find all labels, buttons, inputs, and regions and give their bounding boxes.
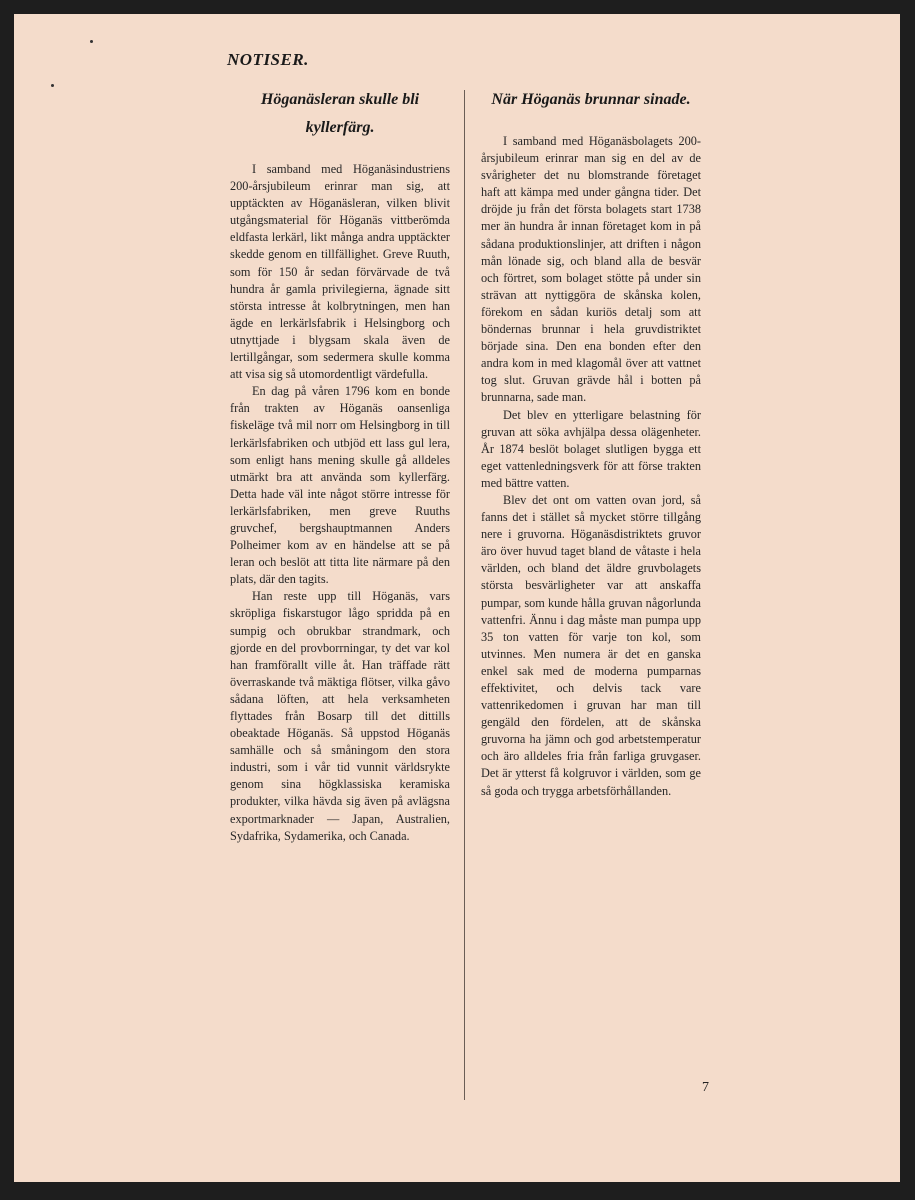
page bbox=[14, 14, 900, 1182]
right-article-title: När Höganäs brunnar sinade. bbox=[491, 91, 691, 108]
right-article-paragraph: Blev det ont om vatten ovan jord, så fanns det i stället så mycket större tillgång nere i gruvorna. Höganäsdistriktets gruvor äro över huvud taget bland de våtaste i hela världen, och bland det äldre gruvbolagets största besvärligheter var att anskaffa pumpar, som kunde hålla gruvan någorlunda vattenfri. Ännu i dag måste man pumpa upp 35 ton vatten för varje ton kol, som utvinnes. Men numera är det en ganska enkel sak med de moderna pumparnas effektivitet, och delvis tack vare vattenrikedomen i gruvan har man till gengäld den fördelen, att de skånska gruvorna ha jämn och god arbetstemperatur och äro alldeles fria från farliga gruvgaser. Det är ytterst få kolgruvor i världen, som ge så goda och trygga arbetsförhållanden. bbox=[481, 492, 701, 798]
right-article bbox=[481, 86, 701, 800]
right-article-paragraph: I samband med Höganäsbolagets 200-årsjubileum erinrar man sig en del av de svårigheter det nu blomstrande företaget haft att kämpa med under gångna tider. Det dröjde ju från det första bolagets start 1738 mer än hundra år innan företaget kom in på sådana produktionslinjer, att driften i någon mån lönade sig, och bland alla de besvär och förtret, som bolaget stötte på under sin strävan att nyttiggöra de skånska kolen, förekom en sådan kuriös detalj som att böndernas brunnar i hela gruvdistriktet började sina. Den ena bonden efter den andra kom in med klagomål över att vattnet tog slut. Gruvan grävde hål i botten på brunnarna, sade man. bbox=[481, 134, 701, 405]
left-article-title: Höganäsleran skulle bli kyllerfärg. bbox=[260, 91, 420, 136]
left-article bbox=[230, 86, 450, 845]
page-number: 7 bbox=[702, 1080, 709, 1095]
section-title: NOTISER. bbox=[227, 50, 309, 69]
right-article-paragraph: Det blev en ytterligare belastning för gruvan att söka avhjälpa dessa olägenheter. År 1874 beslöt bolaget slutligen bygga ett eget vattenledningsverk för att förse trakten med bättre vatten. bbox=[481, 407, 701, 490]
speck-mark bbox=[90, 40, 93, 43]
left-article-paragraph: Han reste upp till Höganäs, vars skröpliga fiskarstugor lågo spridda på en sumpig och obrukbar strandmark, och gjorde en del provborrningar, ty det var kol han framförallt ville åt. Han träffade rätt överraskande två mäktiga flötser, vilka gåvo sådana löften, att hela verksamheten flyttades från Bosarp till det dittills obeaktade Höganäs. Så uppstod Höganäs samhälle och så småningom den stora industri, som i vår tid vunnit världsrykte genom sina högklassiska keramiska produkter, vilka hävda sig även på avlägsna exportmarknader — Japan, Australien, Sydafrika, Sydamerika, och Canada. bbox=[230, 589, 450, 843]
left-article-paragraph: I samband med Höganäsindustriens 200-årsjubileum erinrar man sig, att upptäckten av Höganäsleran, vilken blivit utgångsmaterial för Höganäs vittberömda eldfasta lerkärl, likt många andra upptäckter skedde genom en tillfällighet. Greve Ruuth, som för 150 år sedan förvärvade de två hundra år gamla privilegierna, ägnade sitt största intresse åt kolbrytningen, men han ägde en lerkärlsfabrik i Helsingborg och utnyttjade i blygsam skala även de lertillgångar, som sedermera skulle komma att visa sig så utomordentligt värdefulla. bbox=[230, 162, 450, 382]
column-divider bbox=[464, 90, 465, 1100]
speck-mark bbox=[51, 84, 54, 87]
left-article-paragraph: En dag på våren 1796 kom en bonde från trakten av Höganäs oansenliga fiskeläge två mil norr om Helsingborg in till lerkärlsfabriken och utbjöd ett lass gul lera, som enligt hans mening skulle gå alldeles utmärkt bra att använda som kyllerfärg. Detta hade väl inte något större intresse för lerkärlsfabriken, men greve Ruuths gruvchef, bergshauptmannen Anders Polheimer kom av en händelse att se på leran och beslöt att titta lite närmare på den plats, där den tagits. bbox=[230, 384, 450, 587]
